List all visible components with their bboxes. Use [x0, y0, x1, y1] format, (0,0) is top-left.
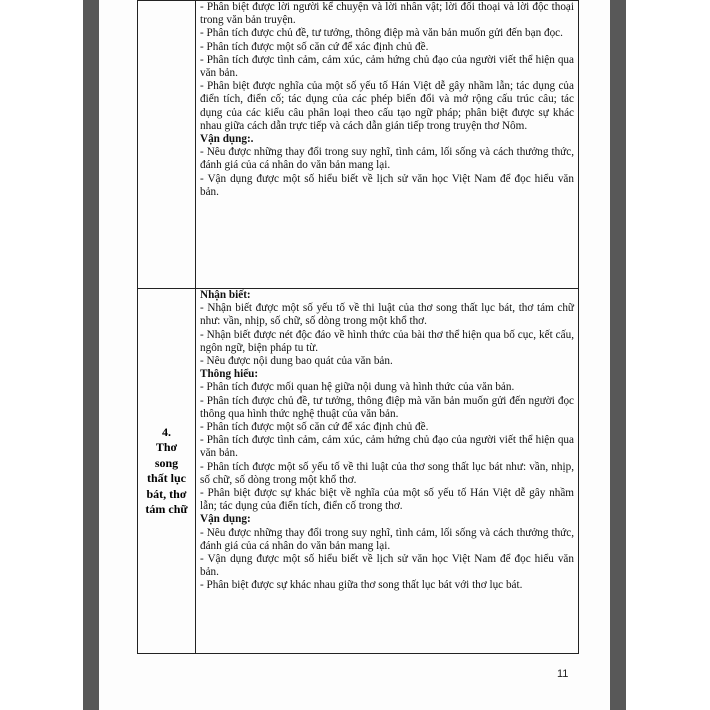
requirement-item: - Phân biệt được lời người kể chuyện và lời nhân vật; lời đối thoại và lời độc thoại trong văn bản truyện.	[200, 1, 574, 27]
requirement-item: - Phân tích được mối quan hệ giữa nội dung và hình thức của văn bản.	[200, 381, 515, 394]
table-row	[138, 1, 579, 289]
section-heading: Vận dụng:.	[200, 133, 254, 146]
requirement-item: - Vận dụng được một số hiểu biết về lịch sử văn học Việt Nam để đọc hiểu văn bản.	[200, 172, 574, 198]
genre-label-line: thất lục	[147, 471, 186, 485]
requirements-cell	[196, 1, 579, 289]
requirement-item: - Phân biệt được sự khác nhau giữa thơ song thất lục bát với thơ lục bát.	[200, 579, 523, 592]
requirement-item: - Nêu được những thay đổi trong suy nghĩ, tình cảm, lối sống và cách thưởng thức, đánh giá của cá nhân do văn bản mang lại.	[200, 526, 574, 552]
left-dark-margin	[83, 0, 99, 710]
requirement-item: - Phân tích được một số yếu tố về thi luật của thơ song thất lục bát như: vần, nhịp, số chữ, số dòng trong một khổ thơ.	[200, 460, 574, 486]
section-heading: Vận dụng:	[200, 513, 251, 526]
requirement-item: - Phân tích được một số căn cứ để xác định chủ đề.	[200, 421, 429, 434]
genre-label-line: 4.	[162, 424, 171, 439]
genre-cell	[138, 289, 196, 654]
genre-label-line: tám chữ	[145, 502, 188, 516]
table-row	[138, 289, 579, 654]
genre-label-line: bát, thơ	[146, 486, 187, 501]
genre-label-line: song	[154, 455, 179, 470]
requirement-item: - Phân tích được chủ đề, tư tưởng, thông điệp mà văn bản muốn gửi đến bạn đọc.	[200, 27, 563, 40]
section-heading: Thông hiểu:	[200, 368, 259, 381]
right-dark-margin	[610, 0, 626, 710]
requirement-item: - Vận dụng được một số hiểu biết về lịch sử văn học Việt Nam để đọc hiểu văn bản.	[200, 553, 574, 579]
requirement-item: - Phân biệt được nghĩa của một số yếu tố Hán Việt dễ gây nhầm lẫn; tác dụng của điển tích, điển cố; tác dụng của các phép biến đổi và mở rộng cấu trúc câu; tác dụng của các kiểu câu phân loại theo cấu tạo ngữ pháp; phân biệt được sự khác nhau giữa cách dẫn trực tiếp và cách dẫn gián tiếp trong truyện thơ Nôm.	[200, 80, 574, 132]
requirement-item: - Phân tích được tình cảm, cảm xúc, cảm hứng chủ đạo của người viết thể hiện qua văn bản.	[200, 434, 574, 460]
genre-label-line: Thơ	[155, 440, 178, 454]
requirement-item: - Phân tích được một số căn cứ để xác định chủ đề.	[200, 40, 429, 53]
requirement-item: - Phân biệt được sự khác biệt về nghĩa của một số yếu tố Hán Việt dễ gây nhầm lẫn; tác dụng của điển tích, điển cố trong thơ.	[200, 487, 574, 513]
page-number: 11	[557, 668, 569, 680]
requirement-item: - Phân tích được tình cảm, cảm xúc, cảm hứng chủ đạo của người viết thể hiện qua văn bản.	[200, 53, 574, 80]
requirement-item: - Nêu được những thay đổi trong suy nghĩ, tình cảm, lối sống và cách thưởng thức, đánh giá của cá nhân do văn bản mang lại.	[200, 146, 574, 172]
requirement-item: - Phân tích được chủ đề, tư tưởng, thông điệp mà văn bản muốn gửi đến người đọc thông qua hình thức nghệ thuật của văn bản.	[200, 394, 574, 420]
requirement-item: - Nhận biết được nét độc đáo về hình thức của bài thơ thể hiện qua bố cục, kết cấu, ngôn ngữ, biện pháp tu từ.	[200, 328, 574, 354]
genre-cell	[138, 1, 196, 289]
specification-table	[137, 0, 579, 654]
requirement-item: - Nêu được nội dung bao quát của văn bản.	[200, 355, 393, 368]
section-heading: Nhận biết:	[200, 289, 251, 301]
document-page	[99, 0, 610, 710]
requirements-cell	[196, 289, 579, 654]
requirement-item: - Nhận biết được một số yếu tố về thi luật của thơ song thất lục bát, thơ tám chữ như: vần, nhịp, số chữ, số dòng trong một khổ thơ.	[200, 302, 574, 328]
